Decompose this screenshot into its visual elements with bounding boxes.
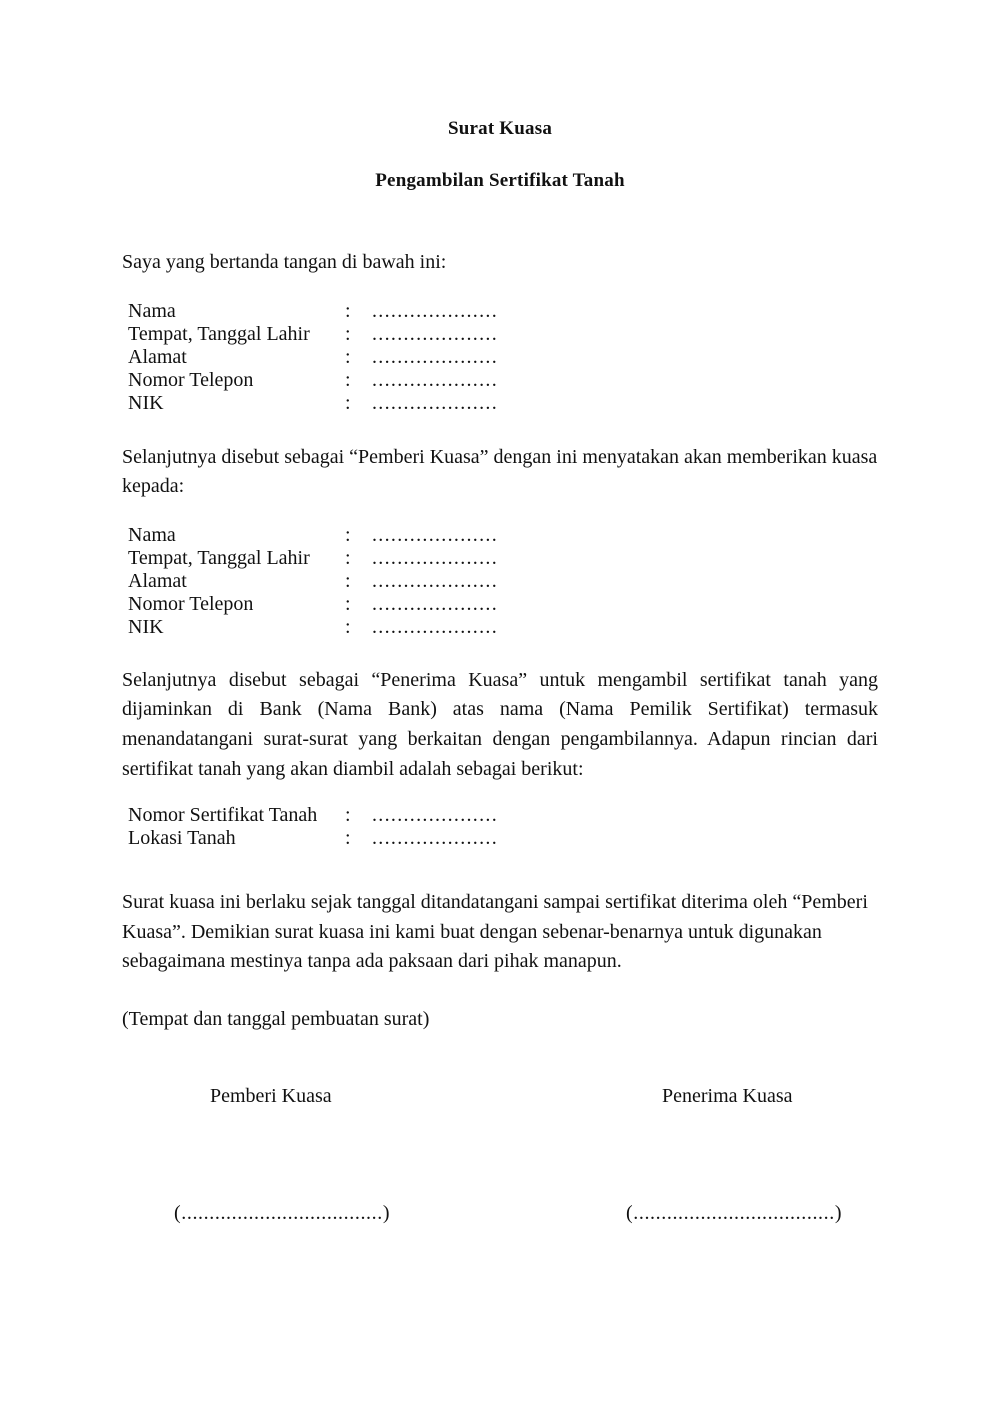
field-value: .................... <box>372 592 498 615</box>
field-value: .................... <box>372 345 498 368</box>
field-value: .................... <box>372 827 498 850</box>
field-colon: : <box>345 615 351 638</box>
field-colon: : <box>345 345 351 368</box>
signature-block <box>122 1035 878 1275</box>
field-colon: : <box>345 804 351 827</box>
field-row <box>122 346 878 369</box>
field-label: Tempat, Tanggal Lahir <box>128 546 310 569</box>
document-content <box>122 0 878 1275</box>
field-row <box>122 804 878 827</box>
field-label: Lokasi Tanah <box>128 827 236 850</box>
field-colon: : <box>345 322 351 345</box>
field-label: Nomor Sertifikat Tanah <box>128 804 318 827</box>
field-value: .................... <box>372 546 498 569</box>
place-and-date-line: (Tempat dan tanggal pembuatan surat) <box>122 1007 430 1030</box>
field-label: NIK <box>128 615 164 638</box>
field-row <box>122 369 878 392</box>
certificate-field-list <box>122 784 878 850</box>
grantor-field-list <box>122 278 878 415</box>
field-row <box>122 300 878 323</box>
field-row <box>122 524 878 547</box>
field-colon: : <box>345 299 351 322</box>
field-row <box>122 323 878 346</box>
field-label: Nama <box>128 299 176 322</box>
field-label: Alamat <box>128 569 187 592</box>
field-value: .................... <box>372 569 498 592</box>
field-colon: : <box>345 592 351 615</box>
page-title: Surat Kuasa <box>447 118 553 139</box>
field-colon: : <box>345 569 351 592</box>
grantor-statement-paragraph: Selanjutnya disebut sebagai “Pemberi Kuasa” dengan ini menyatakan akan memberikan kuasa kepada: <box>122 445 878 498</box>
field-label: Nomor Telepon <box>128 592 254 615</box>
field-colon: : <box>345 391 351 414</box>
field-colon: : <box>345 368 351 391</box>
field-label: Alamat <box>128 345 187 368</box>
field-row <box>122 616 878 639</box>
title-block <box>122 0 878 192</box>
field-value: .................... <box>372 615 498 638</box>
grantee-statement-paragraph: Selanjutnya disebut sebagai “Penerima Kuasa” untuk mengambil sertifikat tanah yang dijaminkan di Bank (Nama Bank) atas nama (Nama Pemilik Sertifikat) termasuk menandatangani surat-surat yang berkaitan dengan pengambilannya. Adapun rincian dari sertifikat tanah yang akan diambil adalah sebagai berikut: <box>122 668 878 780</box>
field-row <box>122 570 878 593</box>
field-label: Nama <box>128 523 176 546</box>
signature-line-grantor: (....................................) <box>174 1201 391 1224</box>
field-label: Tempat, Tanggal Lahir <box>128 322 310 345</box>
field-value: .................... <box>372 391 498 414</box>
closing-paragraph: Surat kuasa ini berlaku sejak tanggal ditandatangani sampai sertifikat diterima oleh “Pemberi Kuasa”. Demikian surat kuasa ini kami buat dengan sebenar-benarnya untuk digunakan sebagaimana mestinya tanpa ada paksaan dari pihak manapun. <box>122 891 868 973</box>
field-row <box>122 593 878 616</box>
field-value: .................... <box>372 299 498 322</box>
field-colon: : <box>345 827 351 850</box>
signature-label-grantee: Penerima Kuasa <box>662 1084 793 1107</box>
field-value: .................... <box>372 523 498 546</box>
field-row <box>122 827 878 850</box>
field-value: .................... <box>372 804 498 827</box>
field-row <box>122 547 878 570</box>
field-colon: : <box>345 523 351 546</box>
signature-label-grantor: Pemberi Kuasa <box>210 1084 332 1107</box>
field-label: NIK <box>128 391 164 414</box>
field-value: .................... <box>372 368 498 391</box>
lead-paragraph: Saya yang bertanda tangan di bawah ini: <box>122 251 447 273</box>
field-row <box>122 392 878 415</box>
field-label: Nomor Telepon <box>128 368 254 391</box>
field-value: .................... <box>372 322 498 345</box>
page-subtitle: Pengambilan Sertifikat Tanah <box>375 170 625 191</box>
field-colon: : <box>345 546 351 569</box>
signature-line-grantee: (....................................) <box>626 1201 843 1224</box>
grantee-field-list <box>122 502 878 639</box>
